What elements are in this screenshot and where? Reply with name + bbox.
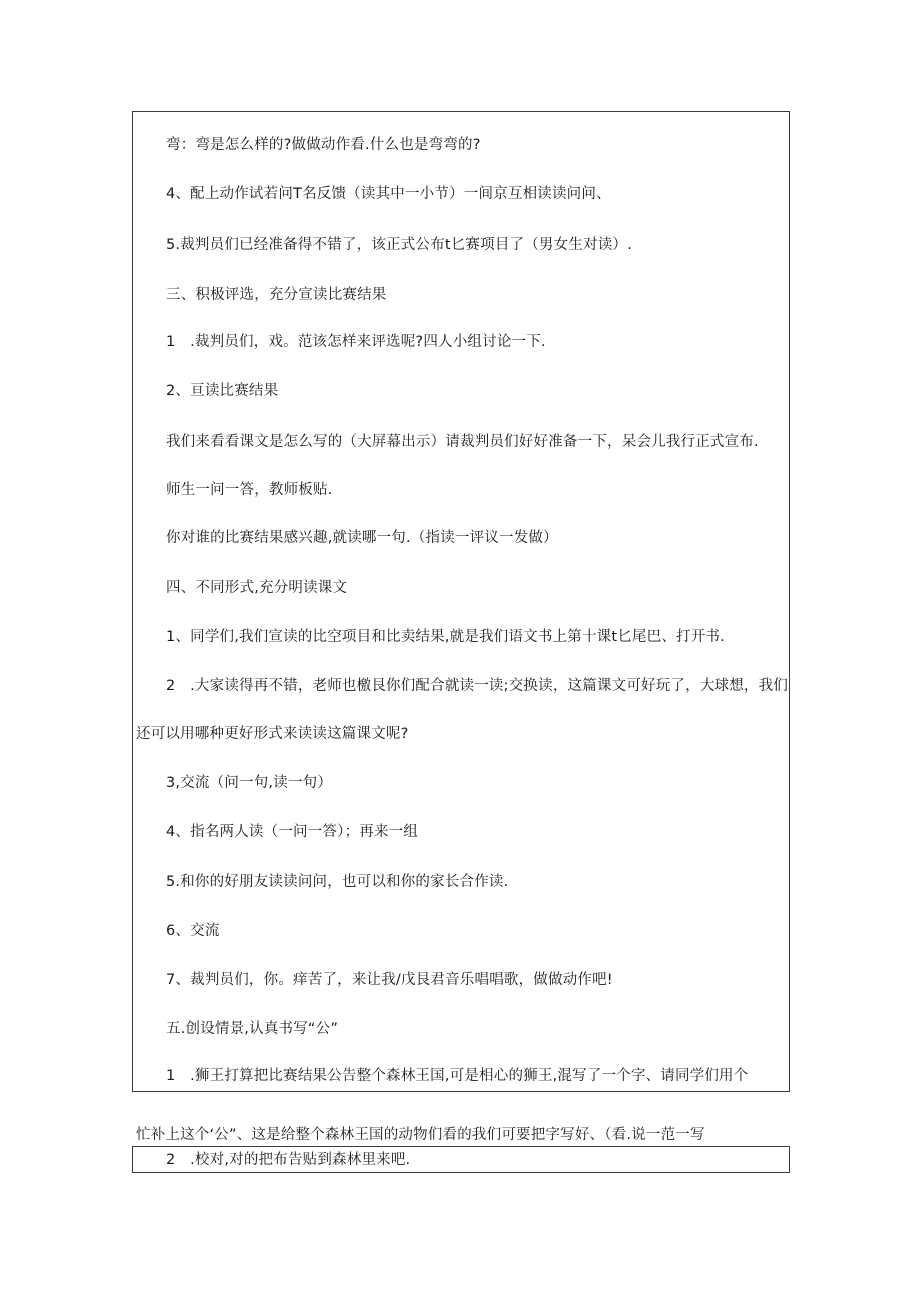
content-frame xyxy=(132,111,790,1092)
section-heading: 四、不同形式,充分明读课文 xyxy=(166,580,348,596)
section-heading: 五.创设情景,认真书写“公” xyxy=(166,1021,339,1037)
text-line: 师生一问一答，教师板贴. xyxy=(166,482,333,498)
text-line: 5.裁判员们已经准备得不错了，该正式公布t匕赛项目了（男女生对读）. xyxy=(166,237,632,253)
text-line: 7、裁判员们，你。痒苦了，来让我/戊艮君音乐唱唱歌，做做动作吧! xyxy=(166,972,613,988)
text-line: 我们来看看课文是怎么写的（大屏幕出示）请裁判员们好好准备一下，呆会儿我行正式宣布. xyxy=(166,434,759,450)
section-heading: 三、积极评选，充分宣读比赛结果 xyxy=(166,287,387,303)
text-line: 弯：弯是怎么样的?做做动作看.什么也是弯弯的? xyxy=(166,137,481,153)
text-line: 4、配上动作试若问T名反馈（读其中一小节）一间京互相读读问问、 xyxy=(166,186,611,202)
text-line: 你对谁的比赛结果感兴趣,就读哪一句.（指读一评议一发做） xyxy=(166,530,558,546)
text-line: 1 .裁判员们，戏。范该怎样来评选呢?四人小组讨论一下. xyxy=(166,334,546,350)
text-line: 4、指名两人读（一问一答）；再来一组 xyxy=(166,824,419,840)
text-line: 2 .校对,对的把布告贴到森林里来吧. xyxy=(166,1152,411,1168)
text-line: 忙补上这个‘公”、这是给整个森林王国的动物们看的我们可要把字写好、（看.说一范一写 xyxy=(136,1127,705,1143)
text-line: 3,交流（问一句,读一句） xyxy=(166,775,333,791)
text-line: 5.和你的好朋友读读问问，也可以和你的家长合作读. xyxy=(166,874,509,890)
text-line: 还可以用哪种更好形式来读读这篇课文呢? xyxy=(136,726,409,742)
text-line: 6、交流 xyxy=(166,923,220,939)
text-line: 1、同学们,我们宣读的比空项目和比卖结果,就是我们语文书上第十课t匕尾巴、打开书. xyxy=(166,629,725,645)
text-line: 2 .大家读得再不错，老师也檄艮你们配合就读一读;交换读，这篇课文可好玩了，大球想，我们 xyxy=(166,678,789,694)
text-line: 2、亘读比赛结果 xyxy=(166,383,279,399)
text-line: 1 .狮王打算把比赛结果公告整个森林王国,可是相心的狮王,混写了一个字、请同学们用个 xyxy=(166,1068,749,1084)
